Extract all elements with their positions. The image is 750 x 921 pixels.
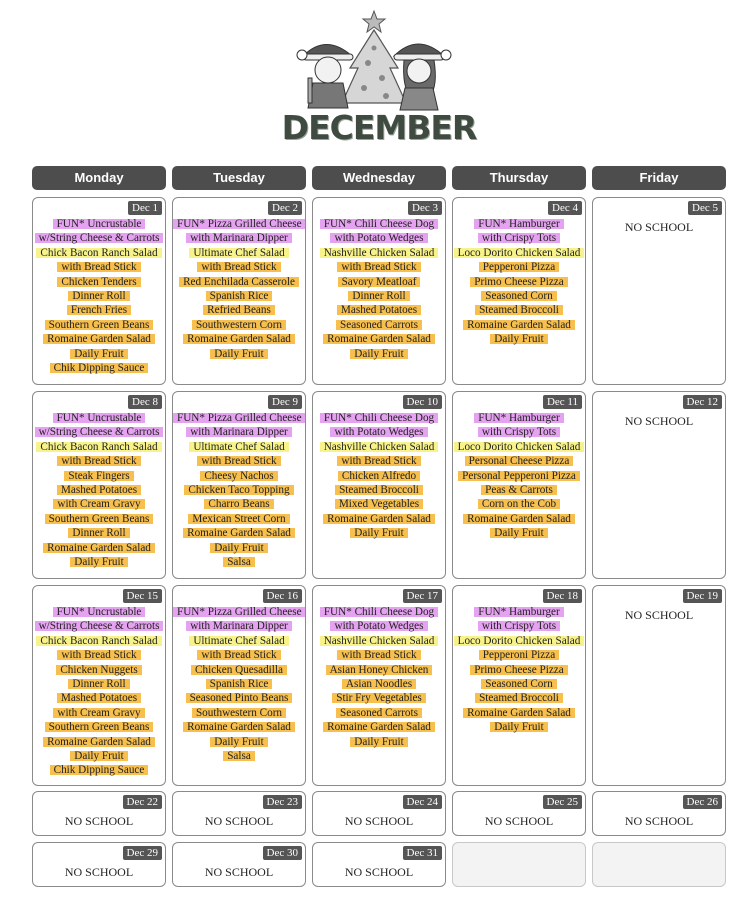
menu-item: with Crispy Tots bbox=[478, 620, 560, 632]
menu-item: with Bread Stick bbox=[57, 455, 140, 467]
menu-item: Steamed Broccoli bbox=[335, 484, 423, 496]
menu-item: Steamed Broccoli bbox=[475, 692, 563, 704]
menu-item: with Bread Stick bbox=[337, 455, 420, 467]
menu-item-list bbox=[33, 411, 165, 569]
menu-item: Savory Meatloaf bbox=[338, 276, 421, 288]
menu-item: with Bread Stick bbox=[337, 261, 420, 273]
menu-item: FUN* Pizza Grilled Cheese bbox=[173, 218, 305, 230]
menu-item: with Crispy Tots bbox=[478, 426, 560, 438]
menu-item: Salsa bbox=[223, 750, 255, 762]
menu-item: Dinner Roll bbox=[68, 678, 129, 690]
menu-item: Seasoned Carrots bbox=[336, 319, 422, 331]
date-badge: Dec 22 bbox=[123, 795, 162, 809]
day-cell bbox=[32, 585, 166, 786]
menu-item: Refried Beans bbox=[203, 304, 275, 316]
menu-item: Chick Bacon Ranch Salad bbox=[36, 441, 161, 453]
menu-item-list bbox=[453, 411, 585, 541]
menu-item: w/String Cheese & Carrots bbox=[35, 232, 164, 244]
menu-item: Daily Fruit bbox=[210, 348, 267, 360]
right-child-icon bbox=[394, 44, 451, 110]
menu-item: Spanish Rice bbox=[206, 678, 273, 690]
menu-item: with Bread Stick bbox=[57, 649, 140, 661]
day-cell bbox=[172, 791, 306, 836]
menu-item: FUN* Hamburger bbox=[474, 218, 564, 230]
menu-item: with Cream Gravy bbox=[53, 707, 144, 719]
date-badge: Dec 30 bbox=[263, 846, 302, 860]
menu-item: Peas & Carrots bbox=[481, 484, 557, 496]
menu-item-list bbox=[173, 605, 305, 763]
day-cell bbox=[312, 391, 446, 579]
no-school-label: NO SCHOOL bbox=[344, 814, 414, 828]
menu-item-list bbox=[173, 411, 305, 569]
menu-item: Chick Bacon Ranch Salad bbox=[36, 635, 161, 647]
menu-item: FUN* Hamburger bbox=[474, 606, 564, 618]
menu-item: Romaine Garden Salad bbox=[183, 721, 295, 733]
menu-item: Mexican Street Corn bbox=[188, 513, 289, 525]
menu-item: Romaine Garden Salad bbox=[323, 721, 435, 733]
day-cell bbox=[172, 585, 306, 786]
menu-item-list bbox=[453, 217, 585, 347]
date-badge: Dec 2 bbox=[268, 201, 302, 215]
menu-item: Cheesy Nachos bbox=[200, 470, 277, 482]
menu-item: Daily Fruit bbox=[210, 542, 267, 554]
menu-item: Mashed Potatoes bbox=[57, 692, 141, 704]
menu-item: Asian Honey Chicken bbox=[326, 664, 433, 676]
day-cell bbox=[32, 197, 166, 385]
menu-item: with Crispy Tots bbox=[478, 232, 560, 244]
menu-item: Seasoned Pinto Beans bbox=[186, 692, 293, 704]
menu-item: with Bread Stick bbox=[197, 649, 280, 661]
menu-item: FUN* Hamburger bbox=[474, 412, 564, 424]
menu-item: FUN* Chili Cheese Dog bbox=[320, 218, 438, 230]
menu-item: Red Enchilada Casserole bbox=[179, 276, 299, 288]
day-cell bbox=[452, 791, 586, 836]
menu-item-list bbox=[33, 605, 165, 778]
date-badge: Dec 23 bbox=[263, 795, 302, 809]
menu-item: Chicken Taco Topping bbox=[184, 484, 293, 496]
menu-item: Chik Dipping Sauce bbox=[50, 362, 149, 374]
menu-item: Mashed Potatoes bbox=[57, 484, 141, 496]
menu-item: Dinner Roll bbox=[348, 290, 409, 302]
menu-item: Ultimate Chef Salad bbox=[189, 247, 288, 259]
menu-item: Corn on the Cob bbox=[478, 498, 560, 510]
menu-item-list bbox=[313, 217, 445, 361]
menu-item: Nashville Chicken Salad bbox=[320, 635, 439, 647]
menu-item: Chicken Nuggets bbox=[56, 664, 141, 676]
no-school-label: NO SCHOOL bbox=[204, 865, 274, 879]
day-cell bbox=[32, 842, 166, 887]
menu-item: with Marinara Dipper bbox=[186, 620, 292, 632]
day-cell bbox=[172, 197, 306, 385]
date-badge: Dec 15 bbox=[123, 589, 162, 603]
date-badge: Dec 24 bbox=[403, 795, 442, 809]
day-cell bbox=[172, 391, 306, 579]
menu-item: Salsa bbox=[223, 556, 255, 568]
date-badge: Dec 4 bbox=[548, 201, 582, 215]
menu-item: French Fries bbox=[67, 304, 131, 316]
menu-item: Daily Fruit bbox=[70, 348, 127, 360]
menu-item: Stir Fry Vegetables bbox=[332, 692, 426, 704]
menu-item: Daily Fruit bbox=[210, 736, 267, 748]
menu-item-list bbox=[313, 411, 445, 541]
menu-item: Primo Cheese Pizza bbox=[470, 276, 567, 288]
menu-item: Nashville Chicken Salad bbox=[320, 247, 439, 259]
day-cell bbox=[312, 842, 446, 887]
day-header-friday: Friday bbox=[592, 166, 726, 190]
day-header-tuesday: Tuesday bbox=[172, 166, 306, 190]
date-badge: Dec 8 bbox=[128, 395, 162, 409]
menu-item: Dinner Roll bbox=[68, 290, 129, 302]
day-cell bbox=[312, 791, 446, 836]
left-child-icon bbox=[297, 45, 353, 109]
menu-item: Romaine Garden Salad bbox=[323, 513, 435, 525]
menu-item-list bbox=[313, 605, 445, 749]
menu-item: Seasoned Carrots bbox=[336, 707, 422, 719]
menu-item: with Bread Stick bbox=[197, 261, 280, 273]
day-cell bbox=[312, 197, 446, 385]
menu-item: with Bread Stick bbox=[337, 649, 420, 661]
menu-item-list bbox=[453, 605, 585, 735]
menu-item: Romaine Garden Salad bbox=[43, 542, 155, 554]
menu-item: Seasoned Corn bbox=[481, 290, 556, 302]
menu-item: Loco Dorito Chicken Salad bbox=[454, 441, 585, 453]
menu-item: Romaine Garden Salad bbox=[183, 527, 295, 539]
menu-item: Southern Green Beans bbox=[45, 319, 154, 331]
date-badge: Dec 11 bbox=[543, 395, 582, 409]
day-cell bbox=[452, 197, 586, 385]
date-badge: Dec 25 bbox=[543, 795, 582, 809]
menu-item: Daily Fruit bbox=[350, 527, 407, 539]
menu-item: Chicken Alfredo bbox=[338, 470, 420, 482]
menu-item: Asian Noodles bbox=[342, 678, 416, 690]
menu-item: Chik Dipping Sauce bbox=[50, 764, 149, 776]
menu-item: Daily Fruit bbox=[490, 333, 547, 345]
menu-item: FUN* Pizza Grilled Cheese bbox=[173, 412, 305, 424]
day-cell bbox=[32, 791, 166, 836]
day-header-monday: Monday bbox=[32, 166, 166, 190]
menu-item: Mixed Vegetables bbox=[335, 498, 423, 510]
menu-item: Daily Fruit bbox=[70, 750, 127, 762]
day-cell bbox=[592, 585, 726, 786]
menu-item: Daily Fruit bbox=[350, 348, 407, 360]
menu-item: Primo Cheese Pizza bbox=[470, 664, 567, 676]
menu-item: FUN* Chili Cheese Dog bbox=[320, 606, 438, 618]
menu-item: with Potato Wedges bbox=[330, 426, 427, 438]
date-badge: Dec 5 bbox=[688, 201, 722, 215]
no-school-label: NO SCHOOL bbox=[624, 814, 694, 828]
empty-day-cell bbox=[452, 842, 586, 887]
date-badge: Dec 31 bbox=[403, 846, 442, 860]
menu-item-list bbox=[173, 217, 305, 361]
menu-item: Dinner Roll bbox=[68, 527, 129, 539]
menu-item: Daily Fruit bbox=[490, 527, 547, 539]
menu-item: Steamed Broccoli bbox=[475, 304, 563, 316]
day-cell bbox=[172, 842, 306, 887]
menu-item: Mashed Potatoes bbox=[337, 304, 421, 316]
menu-item: Chick Bacon Ranch Salad bbox=[36, 247, 161, 259]
no-school-label: NO SCHOOL bbox=[624, 608, 694, 622]
menu-item: Personal Cheese Pizza bbox=[465, 455, 574, 467]
day-cell bbox=[32, 391, 166, 579]
date-badge: Dec 12 bbox=[683, 395, 722, 409]
no-school-label: NO SCHOOL bbox=[624, 220, 694, 234]
date-badge: Dec 1 bbox=[128, 201, 162, 215]
menu-item: Southern Green Beans bbox=[45, 721, 154, 733]
no-school-label: NO SCHOOL bbox=[204, 814, 274, 828]
menu-item: with Cream Gravy bbox=[53, 498, 144, 510]
tree-icon bbox=[342, 30, 406, 103]
menu-item: Romaine Garden Salad bbox=[323, 333, 435, 345]
menu-item: Romaine Garden Salad bbox=[43, 736, 155, 748]
menu-item: w/String Cheese & Carrots bbox=[35, 620, 164, 632]
menu-item-list bbox=[33, 217, 165, 375]
day-header-wednesday: Wednesday bbox=[312, 166, 446, 190]
date-badge: Dec 29 bbox=[123, 846, 162, 860]
empty-day-cell bbox=[592, 842, 726, 887]
date-badge: Dec 17 bbox=[403, 589, 442, 603]
day-cell bbox=[592, 197, 726, 385]
menu-item: Loco Dorito Chicken Salad bbox=[454, 635, 585, 647]
menu-item: Romaine Garden Salad bbox=[463, 319, 575, 331]
date-badge: Dec 26 bbox=[683, 795, 722, 809]
menu-item: with Potato Wedges bbox=[330, 620, 427, 632]
no-school-label: NO SCHOOL bbox=[64, 814, 134, 828]
menu-item: Ultimate Chef Salad bbox=[189, 635, 288, 647]
no-school-label: NO SCHOOL bbox=[344, 865, 414, 879]
menu-item: FUN* Chili Cheese Dog bbox=[320, 412, 438, 424]
menu-item: with Bread Stick bbox=[197, 455, 280, 467]
menu-item: Seasoned Corn bbox=[481, 678, 556, 690]
day-cell bbox=[592, 391, 726, 579]
menu-item: Daily Fruit bbox=[350, 736, 407, 748]
menu-item: FUN* Uncrustable bbox=[53, 218, 146, 230]
date-badge: Dec 9 bbox=[268, 395, 302, 409]
menu-item: FUN* Uncrustable bbox=[53, 412, 146, 424]
menu-item: with Bread Stick bbox=[57, 261, 140, 273]
menu-item: Daily Fruit bbox=[70, 556, 127, 568]
day-cell bbox=[312, 585, 446, 786]
no-school-label: NO SCHOOL bbox=[64, 865, 134, 879]
menu-item: Pepperoni Pizza bbox=[479, 261, 559, 273]
menu-item: Romaine Garden Salad bbox=[183, 333, 295, 345]
menu-item: Charro Beans bbox=[204, 498, 273, 510]
menu-item: Romaine Garden Salad bbox=[463, 513, 575, 525]
menu-item: Chicken Quesadilla bbox=[191, 664, 287, 676]
menu-item: Romaine Garden Salad bbox=[43, 333, 155, 345]
menu-item: with Potato Wedges bbox=[330, 232, 427, 244]
no-school-label: NO SCHOOL bbox=[484, 814, 554, 828]
menu-item: w/String Cheese & Carrots bbox=[35, 426, 164, 438]
menu-item: Spanish Rice bbox=[206, 290, 273, 302]
menu-item: Southern Green Beans bbox=[45, 513, 154, 525]
day-cell bbox=[452, 585, 586, 786]
menu-item: FUN* Pizza Grilled Cheese bbox=[173, 606, 305, 618]
menu-item: Southwestern Corn bbox=[192, 319, 286, 331]
menu-item: Nashville Chicken Salad bbox=[320, 441, 439, 453]
menu-item: Pepperoni Pizza bbox=[479, 649, 559, 661]
date-badge: Dec 19 bbox=[683, 589, 722, 603]
menu-item: Loco Dorito Chicken Salad bbox=[454, 247, 585, 259]
menu-item: Chicken Tenders bbox=[57, 276, 140, 288]
menu-item: Romaine Garden Salad bbox=[463, 707, 575, 719]
day-cell bbox=[592, 791, 726, 836]
menu-item: with Marinara Dipper bbox=[186, 232, 292, 244]
star-icon bbox=[363, 11, 385, 32]
date-badge: Dec 16 bbox=[263, 589, 302, 603]
date-badge: Dec 3 bbox=[408, 201, 442, 215]
menu-item: FUN* Uncrustable bbox=[53, 606, 146, 618]
menu-item: with Marinara Dipper bbox=[186, 426, 292, 438]
menu-item: Personal Pepperoni Pizza bbox=[458, 470, 580, 482]
date-badge: Dec 18 bbox=[543, 589, 582, 603]
day-header-thursday: Thursday bbox=[452, 166, 586, 190]
month-title: DECEMBER bbox=[281, 108, 477, 147]
no-school-label: NO SCHOOL bbox=[624, 414, 694, 428]
date-badge: Dec 10 bbox=[403, 395, 442, 409]
menu-item: Ultimate Chef Salad bbox=[189, 441, 288, 453]
menu-item: Steak Fingers bbox=[64, 470, 133, 482]
day-cell bbox=[452, 391, 586, 579]
menu-item: Daily Fruit bbox=[490, 721, 547, 733]
menu-item: Southwestern Corn bbox=[192, 707, 286, 719]
